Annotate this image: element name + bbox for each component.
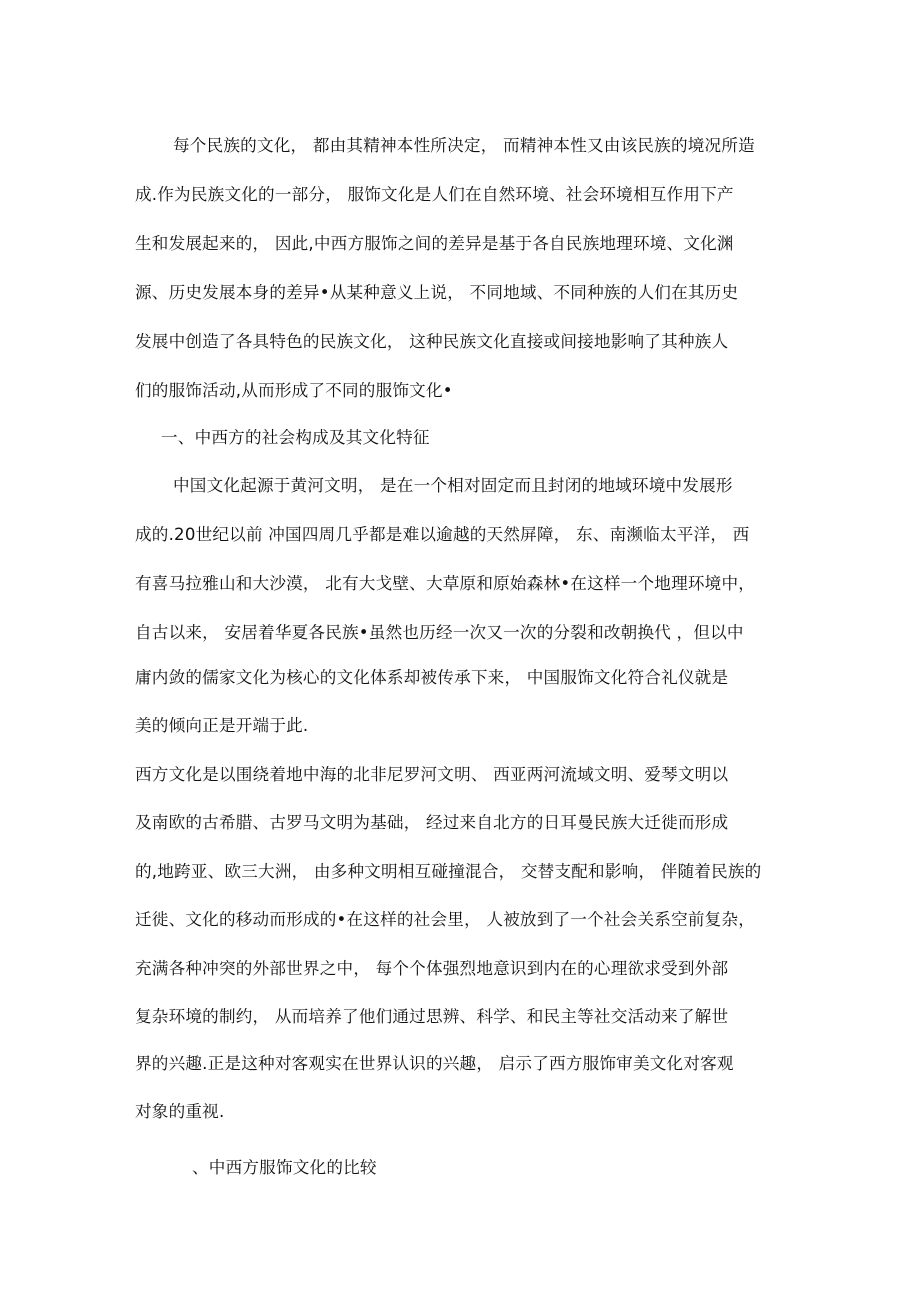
text-line: 成.作为民族文化的一部分， 服饰文化是人们在自然环境、社会环境相互作用下产: [135, 185, 734, 204]
text-line: 及南欧的古希腊、古罗马文明为基础， 经过来自北方的日耳曼民族大迁徙而形成: [135, 813, 729, 832]
text-line: 中国文化起源于黄河文明， 是在一个相对固定而且封闭的地域环境中发展形: [173, 476, 733, 495]
text-line: 成的.20世纪以前 冲国四周几乎都是难以逾越的天然屏障， 东、南濒临太平洋， 西: [135, 525, 750, 544]
text-line: 迁徙、文化的移动而形成的•在这样的社会里， 人被放到了一个社会关系空前复杂，: [135, 910, 756, 929]
text-line: 庸内敛的儒家文化为核心的文化体系却被传承下来， 中国服饰文化符合礼仪就是: [135, 668, 729, 687]
section-heading-2: 、中西方服饰文化的比较: [192, 1158, 377, 1177]
text-line: 每个民族的文化， 都由其精神本性所决定， 而精神本性又由该民族的境况所造: [173, 136, 755, 155]
text-line: 西方文化是以围绕着地中海的北非尼罗河文明、 西亚两河流域文明、爱琴文明以: [135, 765, 729, 784]
text-line: 生和发展起来的， 因此,中西方服饰之间的差异是基于各自民族地理环境、文化渊: [135, 234, 734, 253]
text-line: 美的倾向正是开端于此.: [135, 716, 309, 735]
text-line: 对象的重视.: [135, 1102, 225, 1121]
text-line: 们的服饰活动,从而形成了不同的服饰文化•: [135, 381, 453, 400]
text-line: 的,地跨亚、欧三大洲， 由多种文明相互碰撞混合， 交替支配和影响， 伴随着民族的: [135, 862, 762, 881]
text-line: 源、历史发展本身的差异•从某种意义上说， 不同地域、不同种族的人们在其历史: [135, 283, 739, 302]
text-line: 界的兴趣.正是这种对客观实在世界认识的兴趣， 启示了西方服饰审美文化对客观: [135, 1054, 734, 1073]
section-heading-1: 一、中西方的社会构成及其文化特征: [161, 428, 430, 447]
text-line: 复杂环境的制约， 从而培养了他们通过思辨、科学、和民主等社交活动来了解世: [135, 1007, 729, 1026]
text-line: 自古以来， 安居着华夏各民族•虽然也历经一次又一次的分裂和改朝换代 ，但以中: [135, 623, 744, 642]
text-line: 充满各种冲突的外部世界之中， 每个个体强烈地意识到内在的心理欲求受到外部: [135, 959, 729, 978]
text-line: 有喜马拉雅山和大沙漠， 北有大戈壁、大草原和原始森林•在这样一个地理环境中，: [135, 574, 756, 593]
text-line: 发展中创造了各具特色的民族文化， 这种民族文化直接或间接地影响了其种族人: [135, 332, 729, 351]
